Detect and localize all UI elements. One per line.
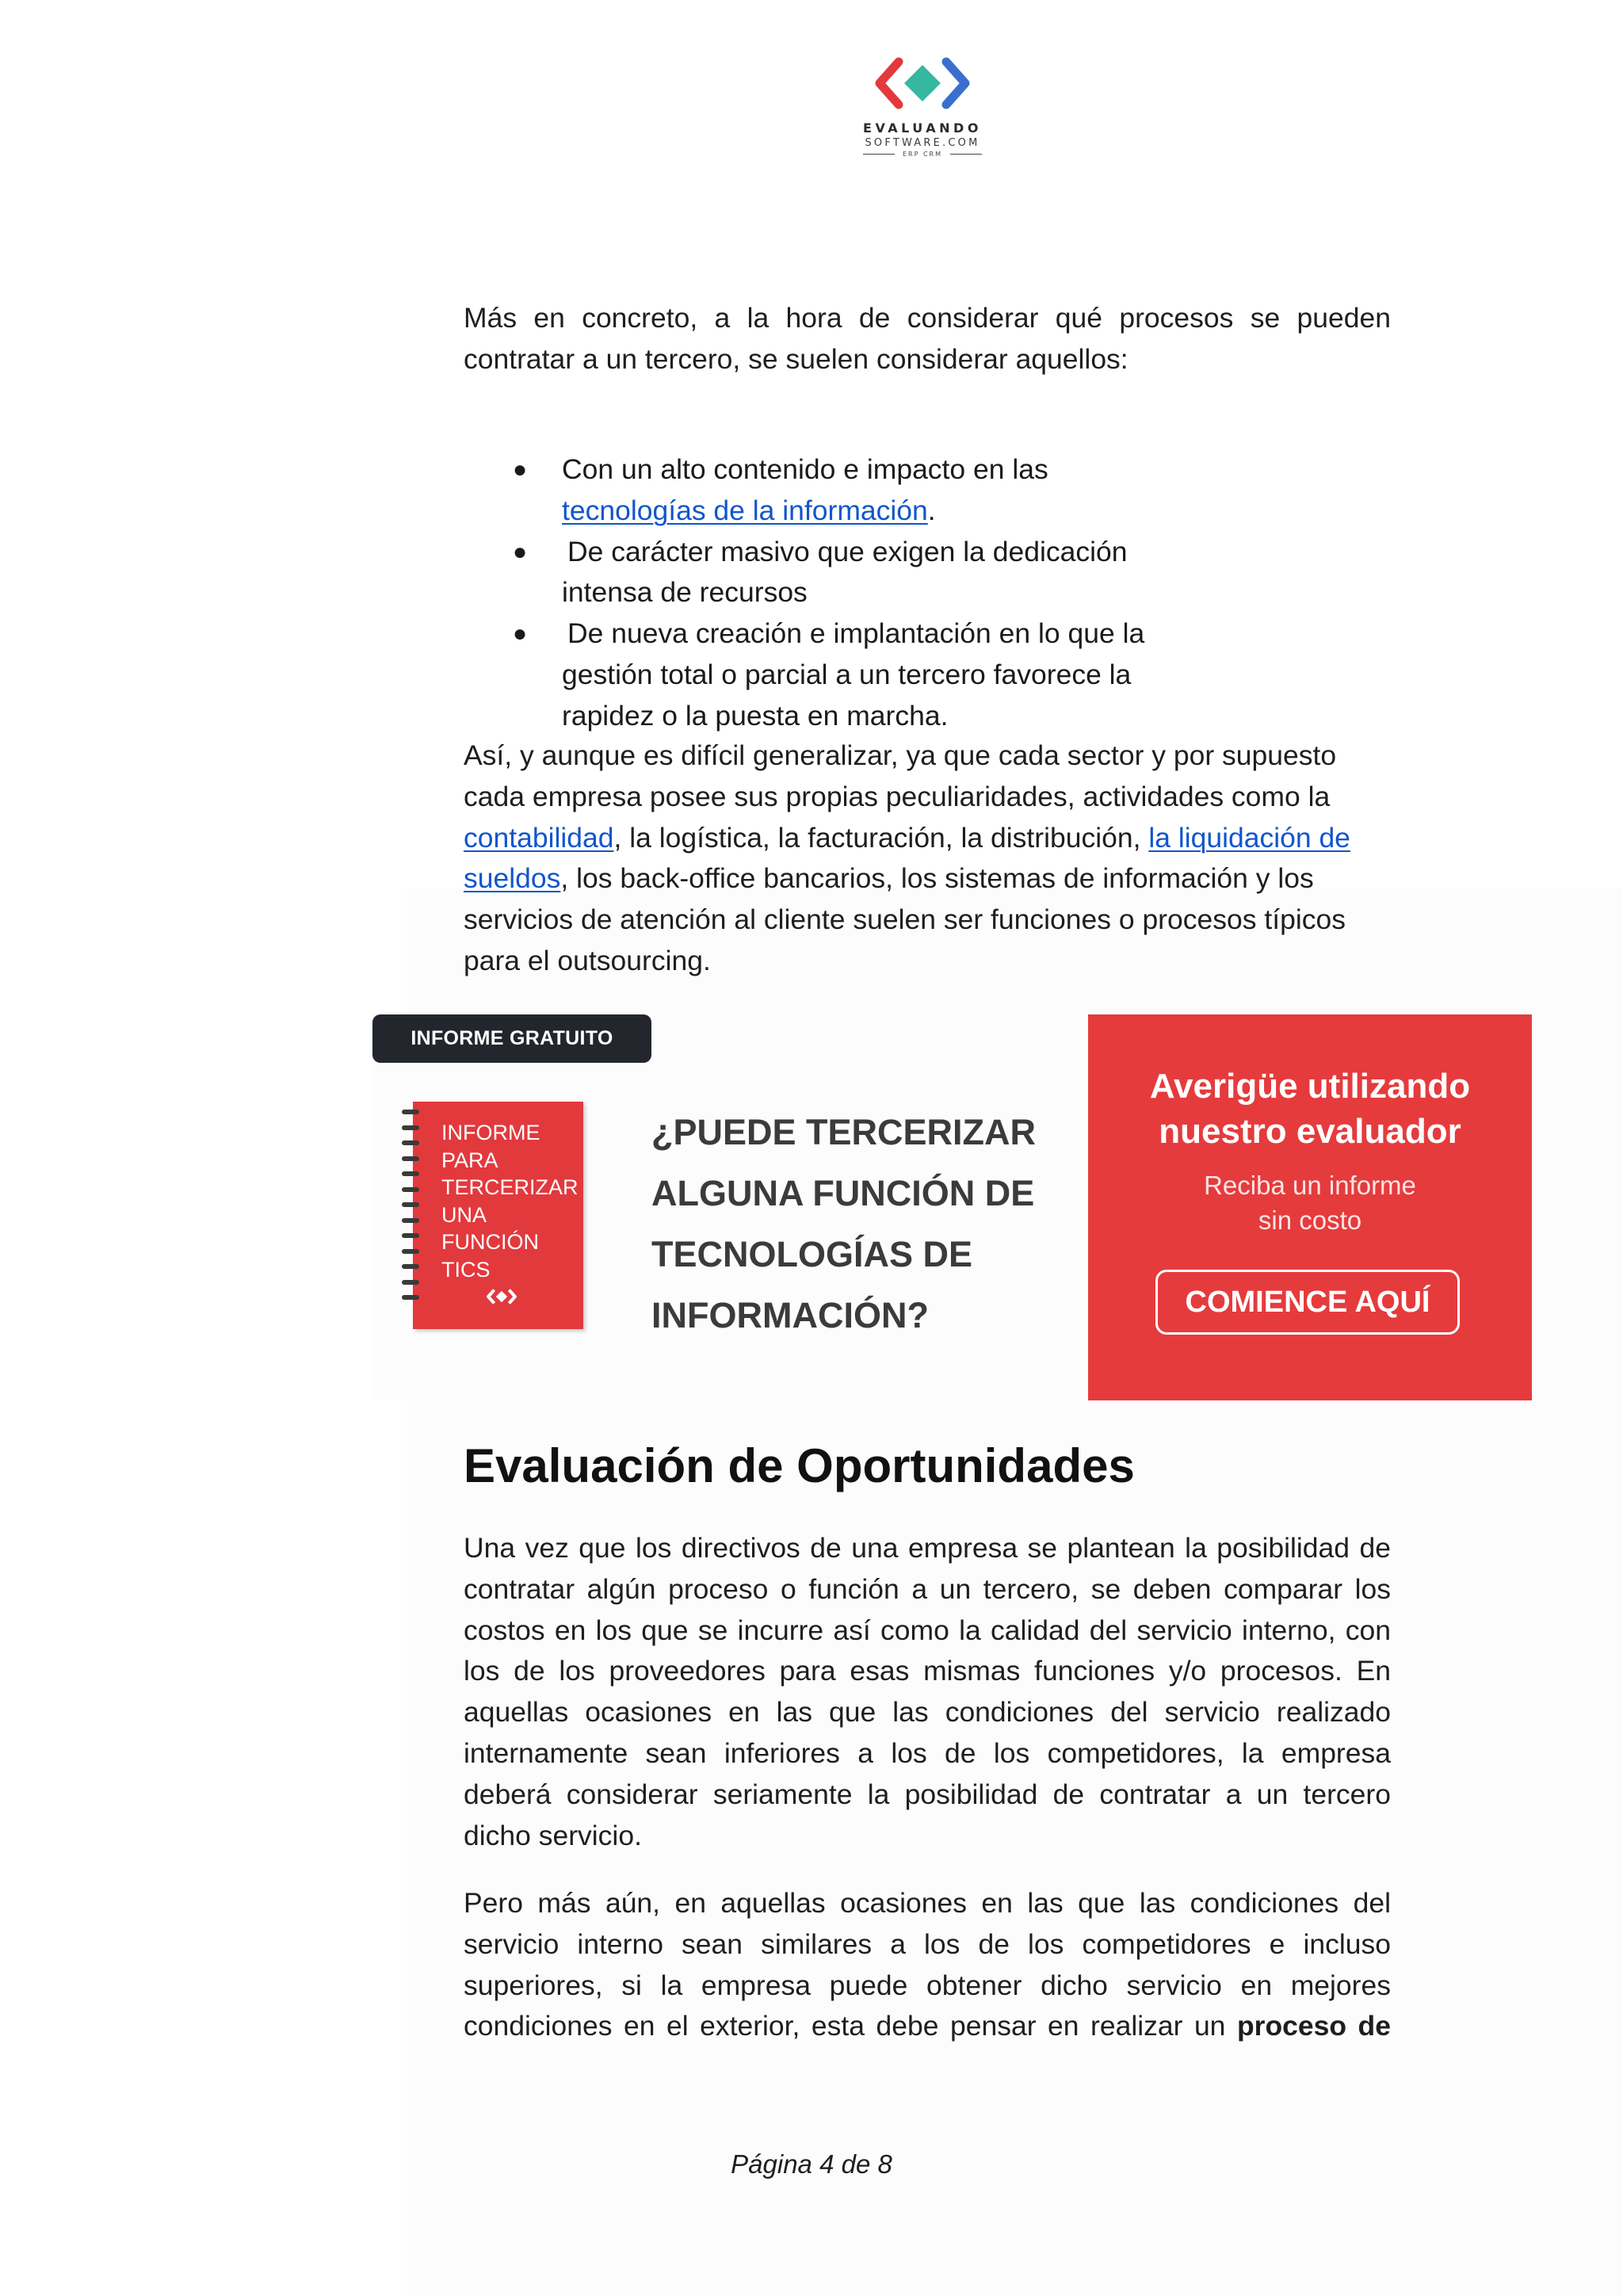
section-heading: Evaluación de Oportunidades bbox=[464, 1439, 1135, 1492]
bullet-icon: ● bbox=[513, 621, 528, 648]
spiral-ring-icon bbox=[402, 1110, 422, 1311]
start-here-button[interactable]: COMIENCE AQUÍ bbox=[1155, 1270, 1460, 1335]
outsourcing-paragraph: Así, y aunque es difícil generalizar, ya que cada sector y por supuesto cada empresa posee sus propias peculiaridades, actividades como la contabilidad, la logística, la facturación, la distribución, la liquidación de sueldos, los back-office bancarios, los sistemas de información y los servicios de atención al cliente suelen ser funciones o procesos típicos para el outsourcing. bbox=[464, 739, 1350, 976]
free-report-badge: INFORME GRATUITO bbox=[372, 1014, 651, 1063]
company-logo bbox=[850, 57, 995, 176]
list-item: ● De nueva creación e implantación en lo que la gestión total o parcial a un tercero favorece la rapidez o la puesta en marcha. bbox=[464, 613, 1391, 736]
list-item: ● De carácter masivo que exigen la dedicación intensa de recursos bbox=[464, 532, 1391, 614]
logo-site: SOFTWARE.COM bbox=[865, 137, 980, 149]
bullet-icon: ● bbox=[513, 538, 528, 565]
bullet-icon: ● bbox=[513, 457, 528, 483]
page-number: Página 4 de 8 bbox=[731, 2149, 892, 2179]
intro-paragraph: Más en concreto, a la hora de considerar qué procesos se pueden contratar a un tercero, se suelen considerar aquellos: bbox=[464, 302, 1391, 375]
cta-panel bbox=[1088, 1014, 1532, 1400]
logo-name: EVALUANDO bbox=[863, 120, 982, 136]
logo-diamond-icon bbox=[872, 57, 973, 109]
bullet-list bbox=[464, 449, 1391, 737]
cta-title: Averigüe utilizando nuestro evaluador bbox=[1149, 1067, 1471, 1151]
booklet-title: INFORME PARA TERCERIZAR UNA FUNCIÓN TICS bbox=[441, 1121, 579, 1282]
list-item: ● Con un alto contenido e impacto en las tecnologías de la información. bbox=[464, 449, 1391, 532]
cta-subtitle: Reciba un informe sin costo bbox=[1204, 1171, 1416, 1235]
evaluation-paragraph-1: Una vez que los directivos de una empresa se plantean la posibilidad de contratar algún proceso o función a un tercero, se deben comparar los costos en los que se incurre así como la calidad del servicio interno, con los de los proveedores para esas mismas funciones y/o procesos. En aquellas ocasiones en las que las condiciones del servicio realizado internamente sean inferiores a los de los competidores, la empresa deberá considerar seriamente la posibilidad de contratar a un tercero dicho servicio. bbox=[464, 1532, 1391, 1851]
link-tecnologias-informacion[interactable]: tecnologías de la información bbox=[562, 494, 928, 526]
logo-diamond-icon bbox=[486, 1288, 517, 1305]
promo-banner[interactable] bbox=[372, 1014, 1532, 1400]
link-contabilidad[interactable]: contabilidad bbox=[464, 821, 614, 854]
logo-tagline: ERP CRM bbox=[850, 151, 995, 158]
report-booklet-image bbox=[400, 1102, 579, 1329]
evaluation-paragraph-2: Pero más aún, en aquellas ocasiones en las que las condiciones del servicio interno sean similares a los de los competidores e incluso superiores, si la empresa puede obtener dicho servicio en mejores condiciones en el exterior, esta debe pensar en realizar un proceso de bbox=[464, 1887, 1391, 2042]
link-liquidacion-sueldos[interactable]: la liquidación de sueldos bbox=[464, 821, 1350, 895]
banner-headline: ¿PUEDE TERCERIZAR ALGUNA FUNCIÓN DE TECNOLOGÍAS DE INFORMACIÓN? bbox=[651, 1112, 1037, 1335]
